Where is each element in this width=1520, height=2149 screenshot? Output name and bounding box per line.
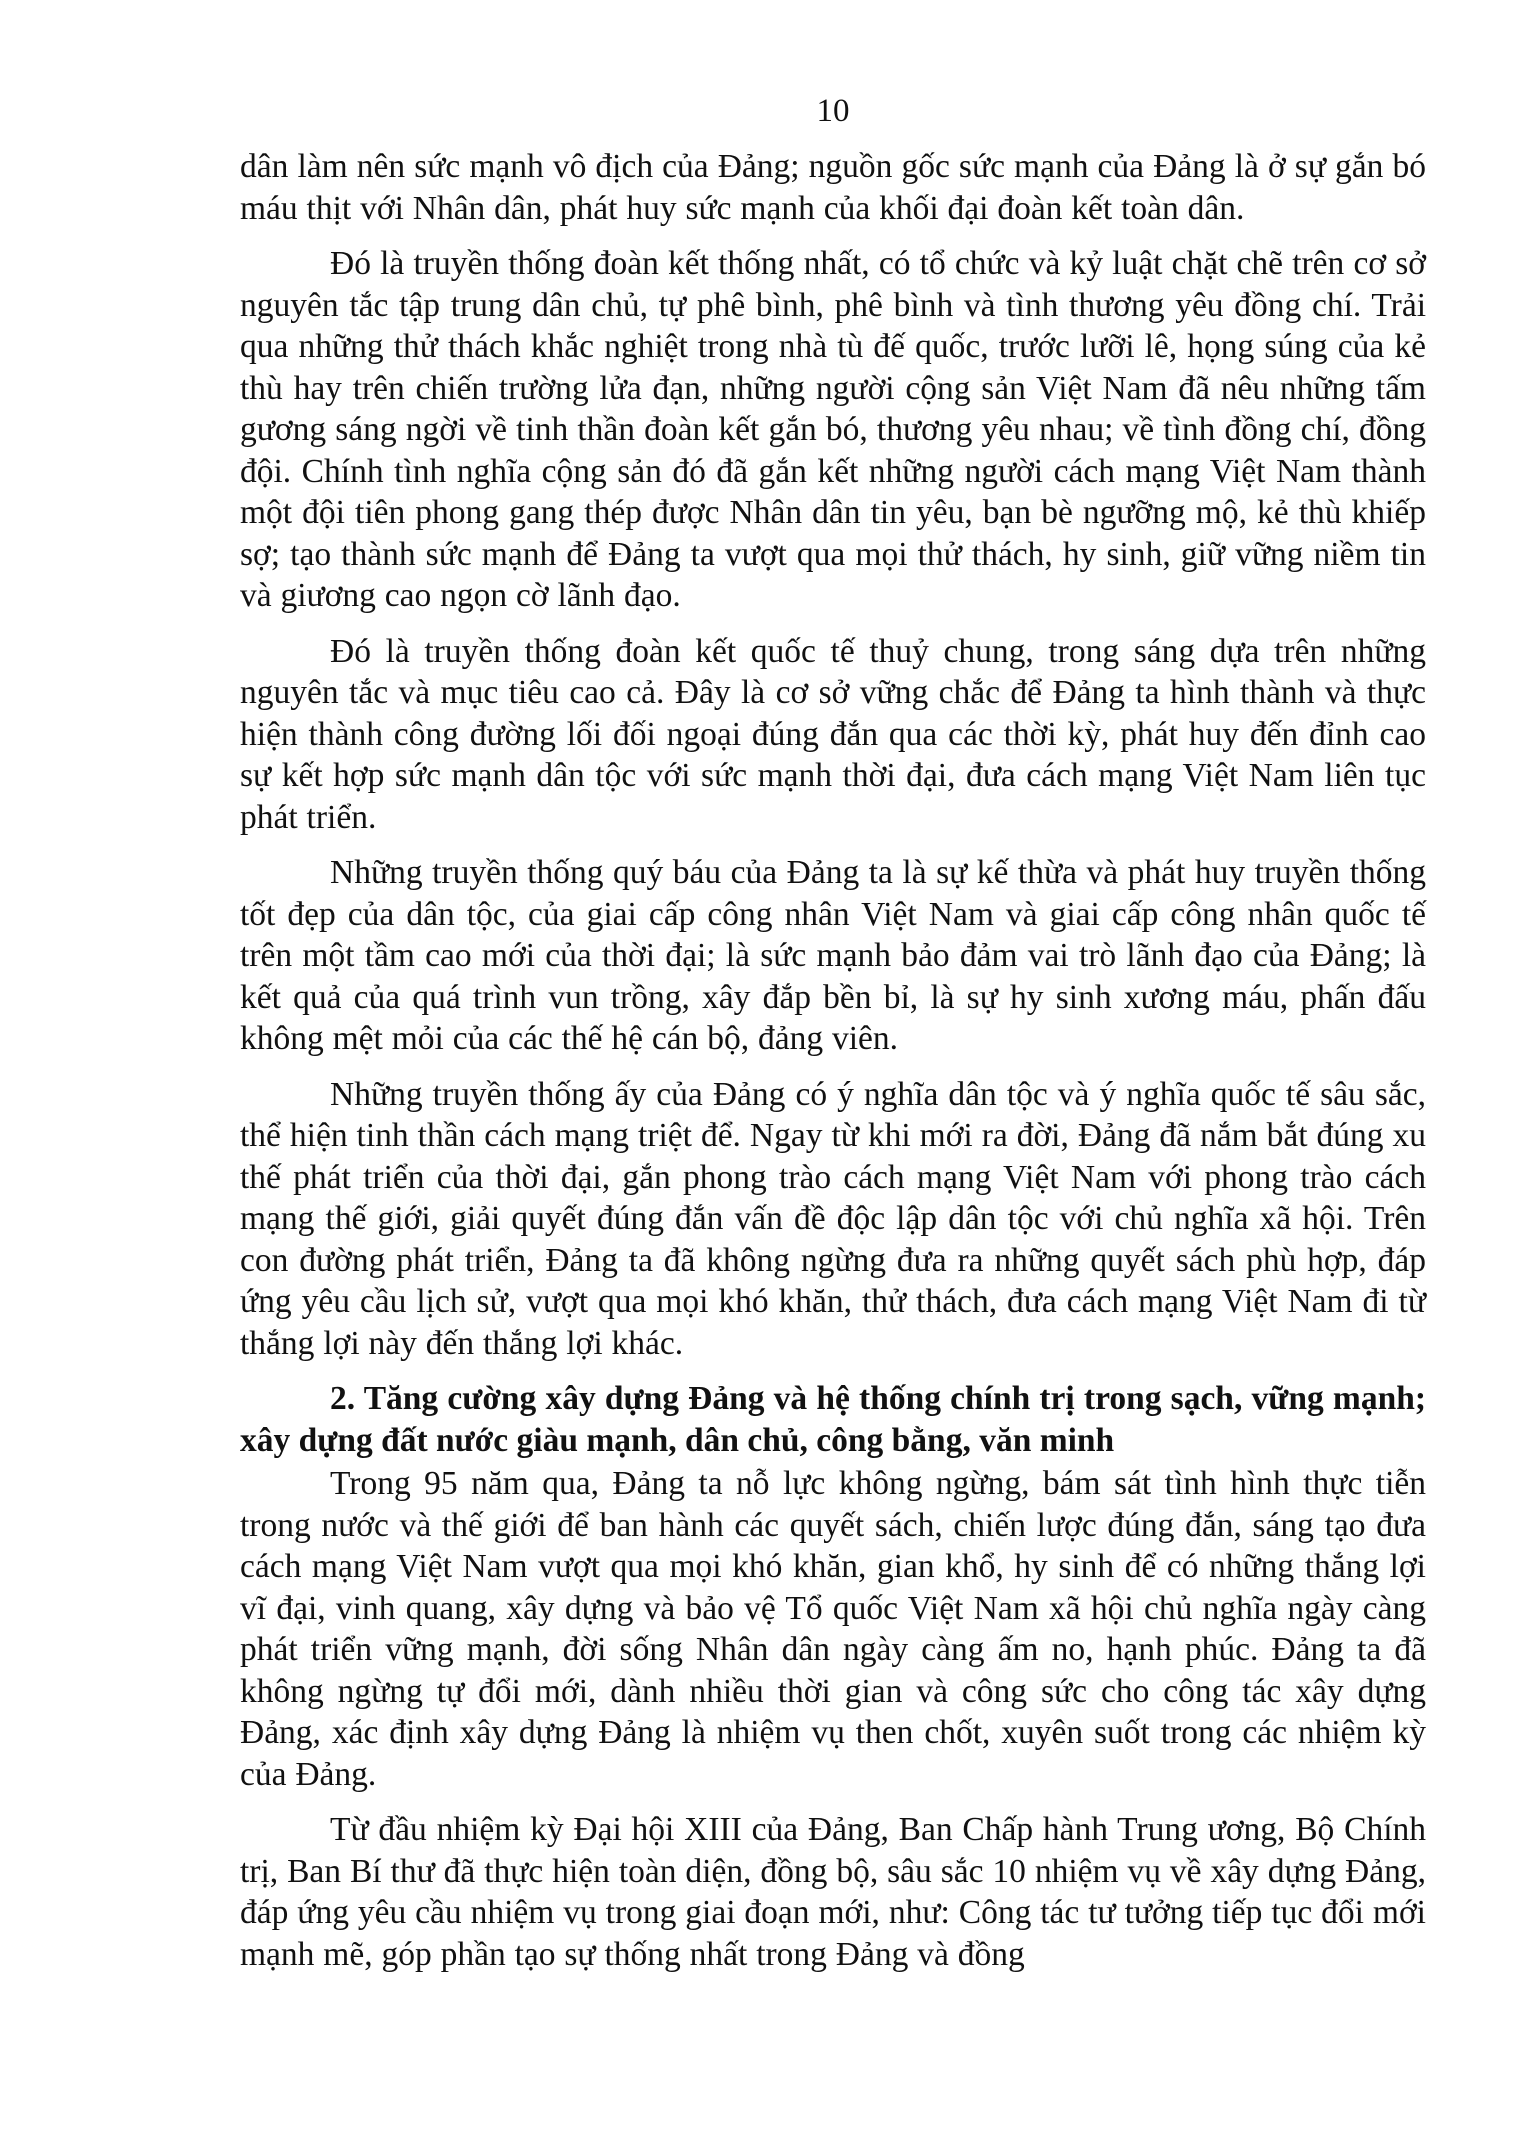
paragraph-national-significance: Những truyền thống ấy của Đảng có ý nghĩa dân tộc và ý nghĩa quốc tế sâu sắc, thể hiện tinh thần cách mạng triệt để. Ngay từ khi mới ra đời, Đảng đã nắm bắt đúng xu thế phát triển của thời đại, gắn phong trào cách mạng Việt Nam với phong trào cách mạng thế giới, giải quyết đúng đắn vấn đề độc lập dân tộc với chủ nghĩa xã hội. Trên con đường phát triển, Đảng ta đã không ngừng đưa ra những quyết sách phù hợp, đáp ứng yêu cầu lịch sử, vượt qua mọi khó khăn, thử thách, đưa cách mạng Việt Nam đi từ thắng lợi này đến thắng lợi khác. [240,1075,1426,1362]
paragraph-continuation: dân làm nên sức mạnh vô địch của Đảng; nguồn gốc sức mạnh của Đảng là ở sự gắn bó máu thịt với Nhân dân, phát huy sức mạnh của khối đại đoàn kết toàn dân. [240,148,1426,227]
page-number: 10 [816,93,850,129]
section-heading: 2. Tăng cường xây dựng Đảng và hệ thống chính trị trong sạch, vững mạnh; xây dựng đất nước giàu mạnh, dân chủ, công bằng, văn minh [240,1380,1426,1459]
paragraph-unity-tradition: Đó là truyền thống đoàn kết thống nhất, có tổ chức và kỷ luật chặt chẽ trên cơ sở nguyên tắc tập trung dân chủ, tự phê bình, phê bình và tình thương yêu đồng chí. Trải qua những thử thách khắc nghiệt trong nhà tù đế quốc, trước lưỡi lê, họng súng của kẻ thù hay trên chiến trường lửa đạn, những người cộng sản Việt Nam đã nêu những tấm gương sáng ngời về tinh thần đoàn kết gắn bó, thương yêu nhau; về tình đồng chí, đồng đội. Chính tình nghĩa cộng sản đó đã gắn kết những người cách mạng Việt Nam thành một đội tiên phong gang thép được Nhân dân tin yêu, bạn bè ngưỡng mộ, kẻ thù khiếp sợ; tạo thành sức mạnh để Đảng ta vượt qua mọi thử thách, hy sinh, giữ vững niềm tin và giương cao ngọn cờ lãnh đạo. [240,245,1426,614]
paragraph-13th-congress: Từ đầu nhiệm kỳ Đại hội XIII của Đảng, Ban Chấp hành Trung ương, Bộ Chính trị, Ban Bí thư đã thực hiện toàn diện, đồng bộ, sâu sắc 10 nhiệm vụ về xây dựng Đảng, đáp ứng yêu cầu nhiệm vụ trong giai đoạn mới, như: Công tác tư tưởng tiếp tục đổi mới mạnh mẽ, góp phần tạo sự thống nhất trong Đảng và đồng [240,1811,1426,1973]
paragraph-precious-traditions: Những truyền thống quý báu của Đảng ta là sự kế thừa và phát huy truyền thống tốt đẹp của dân tộc, của giai cấp công nhân Việt Nam và giai cấp công nhân quốc tế trên một tầm cao mới của thời đại; là sức mạnh bảo đảm vai trò lãnh đạo của Đảng; là kết quả của quá trình vun trồng, xây đắp bền bỉ, là sự hy sinh xương máu, phấn đấu không mệt mỏi của các thế hệ cán bộ, đảng viên. [240,854,1426,1057]
paragraph-95-years: Trong 95 năm qua, Đảng ta nỗ lực không ngừng, bám sát tình hình thực tiễn trong nước và thế giới để ban hành các quyết sách, chiến lược đúng đắn, sáng tạo đưa cách mạng Việt Nam vượt qua mọi khó khăn, gian khổ, hy sinh để có những thắng lợi vĩ đại, vinh quang, xây dựng và bảo vệ Tổ quốc Việt Nam xã hội chủ nghĩa ngày càng phát triển vững mạnh, đời sống Nhân dân ngày càng ấm no, hạnh phúc. Đảng ta đã không ngừng tự đổi mới, dành nhiều thời gian và công sức cho công tác xây dựng Đảng, xác định xây dựng Đảng là nhiệm vụ then chốt, xuyên suốt trong các nhiệm kỳ của Đảng. [240,1465,1426,1793]
paragraph-international-solidarity: Đó là truyền thống đoàn kết quốc tế thuỷ chung, trong sáng dựa trên những nguyên tắc và mục tiêu cao cả. Đây là cơ sở vững chắc để Đảng ta hình thành và thực hiện thành công đường lối đối ngoại đúng đắn qua các thời kỳ, phát huy đến đỉnh cao sự kết hợp sức mạnh dân tộc với sức mạnh thời đại, đưa cách mạng Việt Nam liên tục phát triển. [240,632,1426,836]
